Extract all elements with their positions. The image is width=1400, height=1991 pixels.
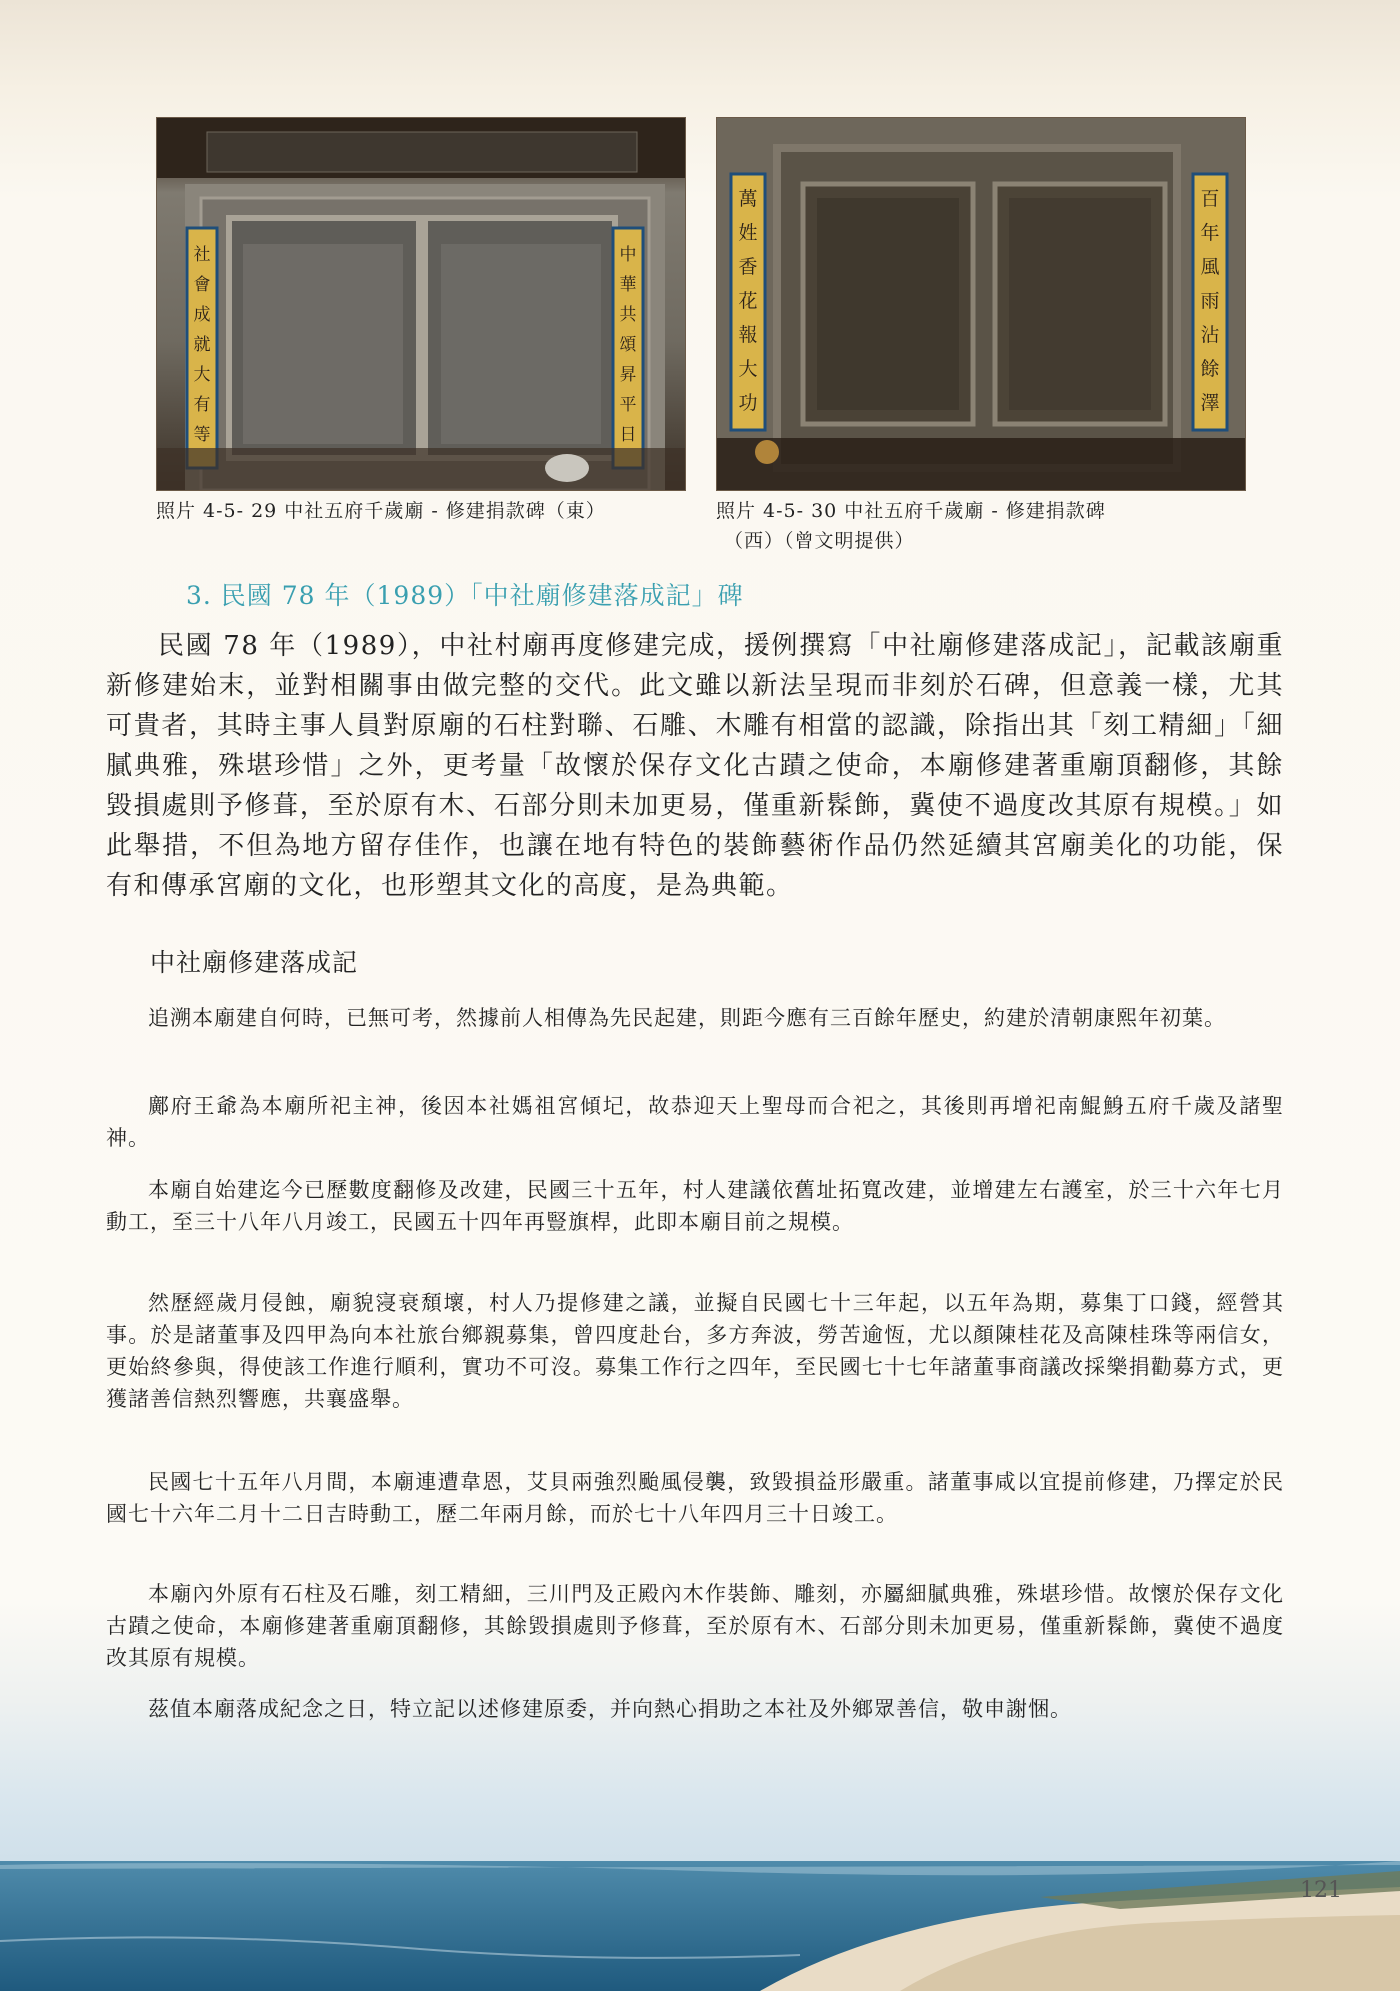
page-number: 121 (1300, 1878, 1342, 1903)
record-paragraph: 追溯本廟建自何時，已無可考，然據前人相傳為先民起建，則距今應有三百餘年歷史，約建於清朝康熙年初葉。 (148, 1006, 1226, 1030)
record-paragraph: 本廟自始建迄今已歷數度翻修及改建，民國三十五年，村人建議依舊址拓寬改建，並增建左右護室，於三十六年七月動工，至三十八年八月竣工，民國五十四年再豎旗桿，此即本廟目前之規模。 (106, 1178, 1284, 1234)
record-paragraph: 本廟內外原有石柱及石雕，刻工精細，三川門及正殿內木作裝飾、雕刻，亦屬細膩典雅，殊堪珍惜。故懷於保存文化古蹟之使命，本廟修建著重廟頂翻修，其餘毀損處則予修葺，至於原有木、石部分則未加更易，僅重新髹飾，冀使不過度改其原有規模。 (106, 1582, 1284, 1670)
stele-west-illustration (717, 118, 1245, 490)
couplet-left-east: 社會成就大有等 (193, 245, 211, 445)
photo-caption-west-line2: （西）（曾文明提供） (724, 530, 915, 552)
photo-east-donation-stele (156, 117, 686, 491)
couplet-right-east: 中華共頌昇平日 (619, 245, 637, 445)
coastline-background (0, 1831, 1400, 1991)
sea-illustration (0, 1831, 1400, 1991)
main-paragraph: 民國 78 年（1989），中社村廟再度修建完成，援例撰寫「中社廟修建落成記」，記載該廟重新修建始末，並對相關事由做完整的交代。此文雖以新法呈現而非刻於石碑，但意義一樣，尤其可貴者，其時主事人員對原廟的石柱對聯、石雕、木雕有相當的認識，除指出其「刻工精細」「細膩典雅，殊堪珍惜」之外，更考量「故懷於保存文化古蹟之使命，本廟修建著重廟頂翻修，其餘毀損處則予修葺，至於原有木、石部分則未加更易，僅重新髹飾，冀使不過度改其原有規模。」如此舉措，不但為地方留存佳作，也讓在地有特色的裝飾藝術作品仍然延續其宮廟美化的功能，保有和傳承宮廟的文化，也形塑其文化的高度，是為典範。 (106, 631, 1284, 901)
section-heading: 3. 民國 78 年（1989）「中社廟修建落成記」碑 (186, 581, 744, 610)
record-title: 中社廟修建落成記 (150, 948, 359, 977)
photo-caption-east: 照片 4-5- 29 中社五府千歲廟 - 修建捐款碑（東） (156, 500, 606, 522)
record-paragraph: 民國七十五年八月間，本廟連遭韋恩，艾貝兩強烈颱風侵襲，致毀損益形嚴重。諸董事咸以宜提前修建，乃擇定於民國七十六年二月十二日吉時動工，歷二年兩月餘，而於七十八年四月三十日竣工。 (106, 1470, 1284, 1526)
photo-caption-west (716, 496, 1256, 556)
photo-caption-west-line1: 照片 4-5- 30 中社五府千歲廟 - 修建捐款碑 (716, 500, 1106, 522)
couplet-right-west: 百年風雨沾餘澤 (1200, 188, 1220, 414)
record-paragraph: 茲值本廟落成紀念之日，特立記以述修建原委，并向熱心捐助之本社及外鄉眾善信，敬申謝悃。 (148, 1697, 1072, 1721)
record-paragraph: 鄺府王爺為本廟所祀主神，後因本社媽祖宮傾圮，故恭迎天上聖母而合祀之，其後則再增祀南鯤鯓五府千歲及諸聖神。 (106, 1094, 1284, 1150)
record-paragraph: 然歷經歲月侵蝕，廟貌寖衰頹壞，村人乃提修建之議，並擬自民國七十三年起，以五年為期，募集丁口錢，經營其事。於是諸董事及四甲為向本社旅台鄉親募集，曾四度赴台，多方奔波，勞苦逾恆，尤以顏陳桂花及高陳桂珠等兩信女，更始終參與，得使該工作進行順利，實功不可沒。募集工作行之四年，至民國七十七年諸董事商議改採樂捐勸募方式，更獲諸善信熱烈響應，共襄盛舉。 (106, 1291, 1284, 1411)
photo-west-donation-stele (716, 117, 1246, 491)
couplet-left-west: 萬姓香花報大功 (738, 188, 758, 414)
stele-east-illustration (157, 118, 685, 490)
